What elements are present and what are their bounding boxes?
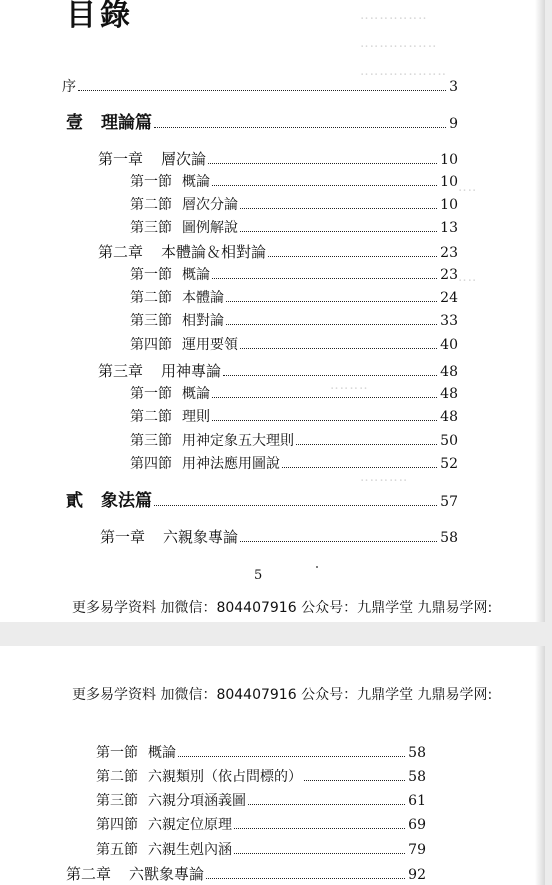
entry-page: 52	[440, 456, 458, 472]
toc-entry-chapter	[98, 243, 458, 262]
toc-entry-section	[96, 816, 426, 834]
toc-entry-section	[130, 266, 458, 284]
bleed-through-text: ‥‥	[458, 270, 478, 285]
entry-page: 57	[440, 494, 458, 510]
section-label: 層次分論	[182, 197, 238, 213]
entry-page: 10	[440, 152, 458, 168]
entry-page: 79	[408, 842, 426, 858]
entry-page: 3	[449, 79, 458, 95]
section-label: 用神法應用圖說	[182, 456, 280, 472]
entry-page: 10	[440, 197, 458, 213]
dot-leader	[206, 878, 405, 879]
toc-entry-section	[130, 173, 458, 191]
page-number: 5	[254, 568, 263, 583]
section-number: 第四節	[130, 456, 172, 472]
entry-page: 58	[440, 530, 458, 546]
toc-entry-section	[130, 312, 458, 330]
section-number: 第二節	[130, 409, 172, 425]
section-number: 第三節	[130, 433, 172, 449]
section-number: 第五節	[96, 842, 138, 858]
part-number: 壹	[66, 113, 83, 133]
chapter-label: 六親象專論	[163, 528, 239, 546]
chapter-label: 本體論＆相對論	[161, 243, 267, 261]
chapter-number: 第一章	[98, 150, 144, 168]
section-label: 概論	[182, 386, 210, 402]
dot-leader	[248, 804, 405, 805]
section-label: 理則	[182, 409, 210, 425]
toc-entry-section	[130, 289, 458, 307]
section-label: 運用要領	[182, 337, 238, 353]
dot-leader	[154, 505, 437, 506]
section-label: 六親分項涵義圖	[148, 793, 246, 809]
dot-leader	[212, 420, 437, 421]
entry-page: 48	[440, 386, 458, 402]
section-label: 概論	[182, 174, 210, 190]
dot-leader	[240, 348, 437, 349]
entry-page: 23	[440, 245, 458, 261]
section-number: 第一節	[130, 174, 172, 190]
watermark-header: 更多易学资料 加微信：804407916 公众号：九鼎学堂 九鼎易学网:	[72, 687, 493, 703]
dot-leader	[304, 780, 405, 781]
chapter-number: 第二章	[98, 243, 144, 261]
section-number: 第一節	[130, 267, 172, 283]
section-number: 第二節	[130, 197, 172, 213]
watermark-footer: 更多易学资料 加微信：804407916 公众号：九鼎学堂 九鼎易学网:	[72, 600, 493, 616]
section-label: 相對論	[182, 313, 224, 329]
dot-leader	[212, 185, 437, 186]
bleed-through-text: ‥‥	[458, 180, 478, 195]
toc-entry-chapter	[66, 865, 426, 884]
section-label: 圖例解說	[182, 220, 238, 236]
bleed-through-text: ‥‥‥‥	[330, 378, 369, 393]
entry-page: 40	[440, 337, 458, 353]
bleed-through-text: ‥‥‥‥‥‥‥	[360, 8, 428, 23]
dot-leader	[178, 756, 405, 757]
bleed-through-text: ‥‥‥‥‥‥‥‥	[360, 36, 438, 51]
chapter-number: 第二章	[66, 865, 112, 883]
dot-leader	[78, 90, 446, 91]
section-number: 第四節	[130, 337, 172, 353]
toc-entry-section	[96, 768, 426, 786]
toc-entry-section	[130, 432, 458, 450]
entry-page: 23	[440, 267, 458, 283]
dot-leader	[240, 231, 437, 232]
section-number: 第一節	[130, 386, 172, 402]
section-label: 本體論	[182, 290, 224, 306]
dot-leader	[234, 853, 405, 854]
entry-page: 33	[440, 313, 458, 329]
section-number: 第二節	[130, 290, 172, 306]
entry-page: 9	[449, 116, 458, 132]
section-number: 第一節	[96, 745, 138, 761]
section-number: 第三節	[130, 220, 172, 236]
toc-entry-section	[96, 744, 426, 762]
dot-leader	[240, 541, 437, 542]
dot-leader	[282, 467, 437, 468]
section-label: 六親定位原理	[148, 817, 232, 833]
chapter-label: 用神專論	[161, 362, 222, 380]
entry-page: 58	[408, 769, 426, 785]
dot-leader	[234, 828, 405, 829]
entry-page: 50	[440, 433, 458, 449]
toc-entry-section	[130, 336, 458, 354]
dot-leader	[212, 278, 437, 279]
scan-speck	[316, 566, 318, 568]
section-number: 第二節	[96, 769, 138, 785]
entry-page: 61	[408, 793, 426, 809]
entry-page: 69	[408, 817, 426, 833]
part-number: 貳	[66, 491, 83, 511]
toc-entry-chapter	[98, 150, 458, 169]
dot-leader	[226, 301, 437, 302]
toc-entry-section	[130, 385, 458, 403]
chapter-label: 六獸象專論	[129, 865, 205, 883]
toc-page-2	[0, 646, 545, 885]
chapter-number: 第三章	[98, 362, 144, 380]
entry-page: 58	[408, 745, 426, 761]
section-number: 第三節	[130, 313, 172, 329]
toc-entry-section	[130, 408, 458, 426]
toc-entry-preface	[62, 78, 458, 96]
bleed-through-text: ‥‥‥‥‥	[360, 470, 409, 485]
dot-leader	[223, 375, 437, 376]
toc-entry-section	[130, 196, 458, 214]
part-label: 理論篇	[101, 113, 152, 133]
entry-page: 13	[440, 220, 458, 236]
bleed-through-text: ‥‥‥‥‥‥‥‥‥	[360, 64, 448, 79]
entry-page: 48	[440, 409, 458, 425]
entry-label: 序	[62, 79, 76, 95]
dot-leader	[268, 256, 437, 257]
entry-page: 10	[440, 174, 458, 190]
toc-entry-section	[130, 219, 458, 237]
toc-entry-section	[130, 455, 458, 473]
toc-entry-chapter	[100, 528, 458, 547]
toc-entry-chapter	[98, 362, 458, 381]
toc-title: 目錄	[66, 0, 134, 33]
section-number: 第三節	[96, 793, 138, 809]
page-edge-shadow	[535, 646, 545, 885]
toc-entry-section	[96, 841, 426, 859]
dot-leader	[212, 397, 437, 398]
dot-leader	[226, 324, 437, 325]
entry-page: 92	[408, 867, 426, 883]
toc-entry-part-1	[66, 114, 458, 133]
dot-leader	[208, 163, 437, 164]
section-label: 六親類別（依占問標的）	[148, 769, 302, 785]
chapter-label: 層次論	[161, 150, 207, 168]
entry-page: 24	[440, 290, 458, 306]
section-label: 概論	[148, 745, 176, 761]
chapter-number: 第一章	[100, 528, 146, 546]
part-label: 象法篇	[101, 491, 152, 511]
toc-entry-section	[96, 792, 426, 810]
entry-page: 48	[440, 364, 458, 380]
dot-leader	[240, 208, 437, 209]
section-label: 六親生剋內涵	[148, 842, 232, 858]
dot-leader	[296, 444, 437, 445]
page-edge-shadow	[535, 0, 545, 622]
toc-entry-part-2	[66, 492, 458, 511]
section-label: 概論	[182, 267, 210, 283]
section-label: 用神定象五大理則	[182, 433, 294, 449]
section-number: 第四節	[96, 817, 138, 833]
dot-leader	[154, 127, 446, 128]
